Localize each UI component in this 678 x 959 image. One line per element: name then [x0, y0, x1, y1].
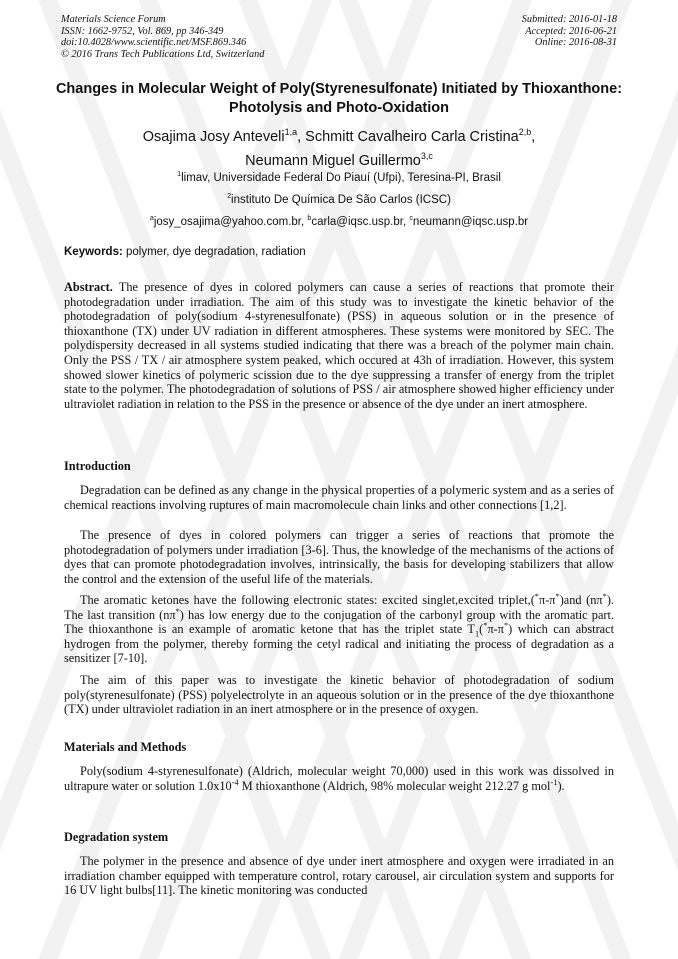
affiliation-2 — [40, 189, 638, 207]
accepted-date: Accepted: 2016-06-21 — [525, 25, 617, 37]
methods-paragraph-1: Poly(sodium 4-styrenesulfonate) (Aldrich, molecular weight 70,000) used in this work was dissolved in ultrapure water or solution $1.0x10^{-4}$ M thioxanthone (Aldrich, 98% molecular weight 212.27 g mol$^{-1}$). — [64, 764, 614, 793]
author-sup: 3,c — [420, 150, 433, 161]
email-sup: c — [409, 214, 413, 222]
email-link[interactable]: josy_osajima@yahoo.com.br — [153, 215, 301, 228]
journal-name: Materials Science Forum — [61, 14, 166, 25]
paper-title: Changes in Molecular Weight of Poly(Styrenesulfonate) Initiated by Thioxanthone: Photolysis and Photo-Oxidation — [55, 81, 623, 116]
section-heading-degradation: Degradation system — [64, 830, 169, 844]
intro-paragraph-2: The presence of dyes in colored polymers can trigger a series of reactions that promote the photodegradation of polymers under irradiation [3-6]. Thus, the knowledge of the mechanisms of the actions of dyes that can promote photodegradation involves, intrinsically, the basis for developing stabilizers that allow the control and the extension of the useful life of the materials. — [64, 528, 614, 586]
online-date: Online: 2016-08-31 — [534, 37, 617, 49]
intro-paragraph-3: The aromatic ketones have the following electronic states: excited singlet,excited triplet,(*π-π*)and (nπ*). The last transition (nπ*) has low energy due to the conjugation of the carbonyl group with the aromatic part. The thioxanthone is an example of aromatic ketone that has the triplet state $T_1(^*\pi-\pi^*)$ which can abstract hydrogen from the polymer, thereby forming the cetyl radical and initiating the process of degradation as a sensitizer [7-10]. — [64, 591, 614, 666]
abstract-text: The presence of dyes in colored polymers can cause a series of reactions that promote their photodegradation under irradiation. The aim of this study was to investigate the kinetic behavior of the photodegradation of poly(sodium 4-styrenesulfonate) (PSS) in aqueous solution or in the presence of thioxanthone (TX) under UV radiation in different atmospheres. These systems were monitored by SEC. The polydispersity decreased in all systems studied indicating that there was a breach of the polymer main chain. Only the PSS / TX / air atmosphere system peaked, which occured at 43h of irradiation. However, this system showed slower kinetics of polymeric scission due to the dye suppressing a transfer of energy from the triplet state to the polymer. The photodegradation of solutions of PSS / air atmosphere showed higher efficiency under ultraviolet radiation in relation to the PSS in the presence or absence of the dye under an inert atmosphere. — [64, 280, 615, 411]
author-sup: 2,b — [518, 127, 532, 137]
section-heading-methods: Materials and Methods — [64, 740, 187, 754]
keywords — [64, 246, 614, 258]
author-name: Schmitt Cavalheiro Carla Cristina — [305, 128, 519, 145]
degradation-paragraph-1: The polymer in the presence and absence of dye under inert atmosphere and oxygen were irradiated in an irradiation chamber equipped with temperature control, rotary carousel, air circulation system and supports for 16 UV light bulbs[11]. The kinetic monitoring was conducted — [64, 854, 614, 898]
author-list: Osajima Josy Anteveli$^{1,a}$, Schmitt Cavalheiro Carla Cristina$^{2,b}$, Neumann Miguel Guillermo$^{3,c}$ — [142, 127, 536, 169]
email-link[interactable]: carla@iqsc.usp.br — [311, 215, 403, 228]
issn-line: ISSN: 1662-9752, Vol. 869, pp 346-349 — [61, 25, 224, 37]
affiliation-sup: 2 — [227, 192, 232, 200]
email-sup: a — [149, 214, 154, 222]
keywords-label: Keywords: — [64, 246, 123, 258]
email-line: $^a$josy_osajima@yahoo.com.br, $^b$carla@iqsc.usp.br, $^c$neumann@iqsc.usp.br — [149, 214, 529, 228]
intro-paragraph-4: The aim of this paper was to investigate the kinetic behavior of photodegradation of sodium poly(styrenesulfonate) (PSS) polyelectrolyte in an aqueous solution or in the presence of the dye thioxanthone (TX) under ultraviolet radiation in an inert atmosphere or in the presence of oxygen. — [64, 673, 614, 717]
affiliation-text: limav, Universidade Federal Do Piauí (Ufpi), Teresina-PI, Brasil — [181, 171, 501, 184]
journal-info — [61, 14, 264, 60]
abstract-label: Abstract. — [64, 280, 113, 294]
author-name: Osajima Josy Anteveli — [142, 128, 285, 145]
email-link[interactable]: neumann@iqsc.usp.br — [412, 215, 529, 228]
author-name: Neumann Miguel Guillermo — [245, 152, 421, 169]
copyright-line: © 2016 Trans Tech Publications Ltd, Switzerland — [61, 48, 265, 60]
affiliation-1 — [40, 167, 638, 185]
doi-line: doi:10.4028/www.scientific.net/MSF.869.346 — [61, 37, 247, 49]
keywords-text: polymer, dye degradation, radiation — [126, 246, 306, 258]
affiliation-text: instituto De Química De São Carlos (ICSC) — [231, 193, 451, 206]
affiliation-sup: 1 — [177, 170, 182, 178]
submitted-date: Submitted: 2016-01-18 — [521, 14, 617, 25]
abstract-paragraph — [64, 280, 614, 411]
email-sup: b — [307, 214, 312, 222]
author-sup: 1,a — [284, 127, 298, 137]
dates-info — [522, 14, 617, 49]
section-heading-introduction: Introduction — [64, 459, 131, 473]
intro-paragraph-1: Degradation can be defined as any change in the physical properties of a polymeric system and as a series of chemical reactions involving ruptures of main macromolecule chain links and other connections [1,2]. — [64, 483, 614, 512]
